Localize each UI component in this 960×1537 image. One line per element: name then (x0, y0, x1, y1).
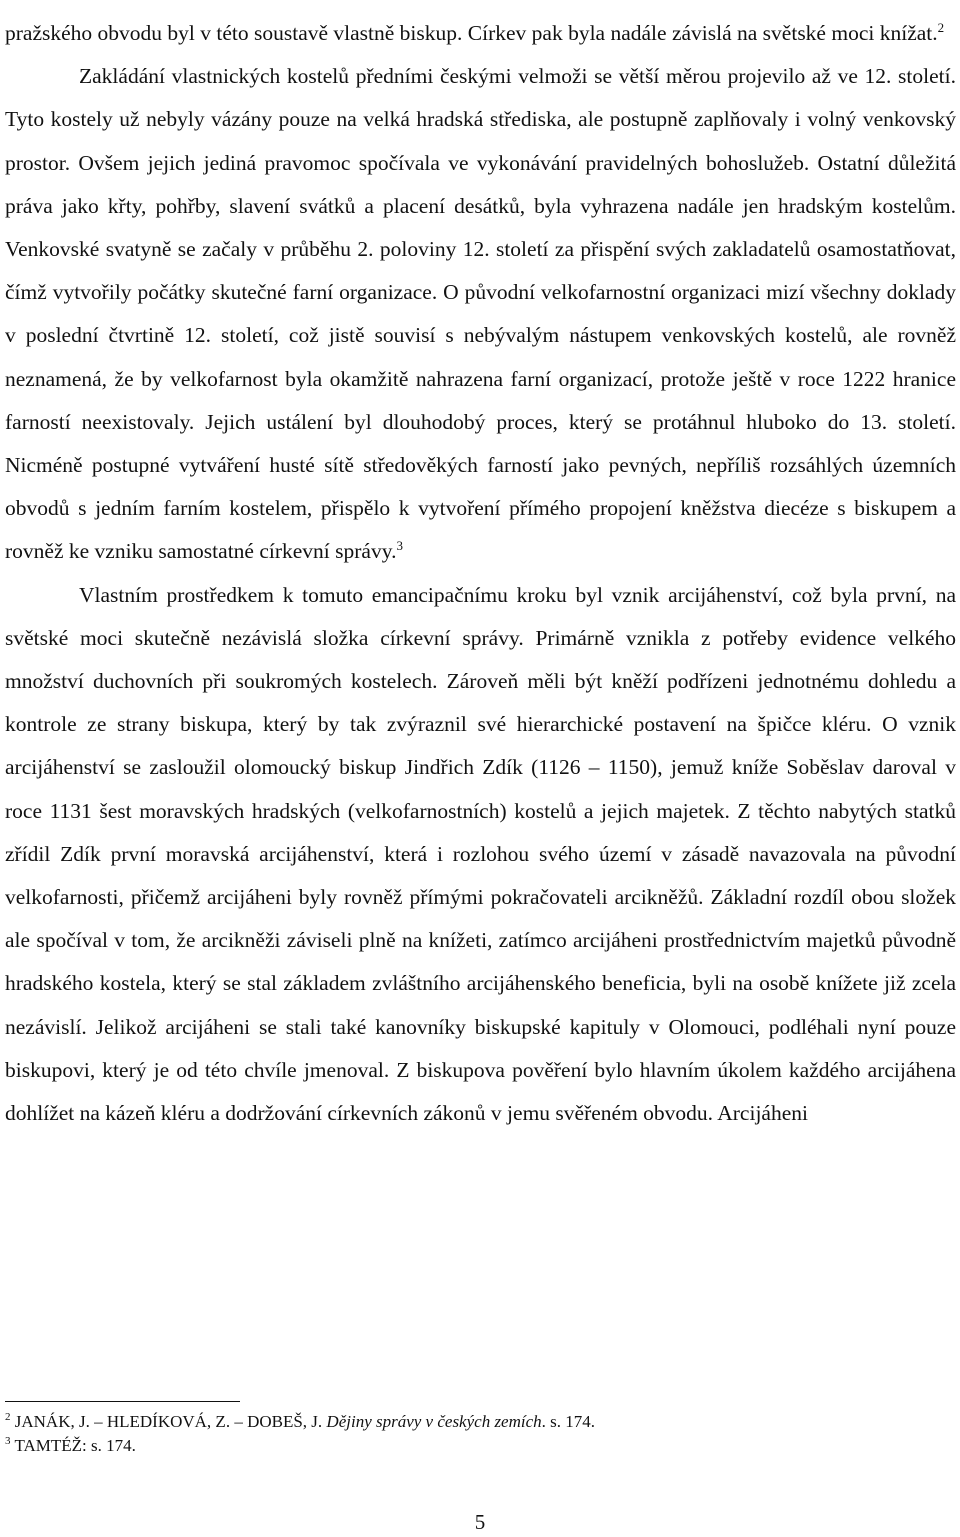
footnote-divider (5, 1401, 240, 1402)
footnote-number: 3 (5, 1435, 11, 1447)
footnote-ref-3[interactable]: 3 (396, 538, 403, 554)
footnote-title: Dějiny správy v českých zemích (326, 1412, 542, 1431)
paragraph-3-text: Vlastním prostředkem k tomuto emancipačnímu kroku byl vznik arcijáhenství, což byla první, na světské moci skutečně nezávislá složka církevní správy. Primárně vznikla z potřeby evidence velkého množství duchovních při soukromých kostelech. Zároveň měli být kněží podřízeni jednotnému dohledu a kontrole ze strany biskupa, který by tak zvýraznil své hierarchické postavení na špičce kléru. O vznik arcijáhenství se zasloužil olomoucký biskup Jindřich Zdík (1126 – 1150), jemuž kníže Soběslav daroval v roce 1131 šest moravských hradských (velkofarnostních) kostelů a jejich majetek. Z těchto nabytých statků zřídil Zdík první moravská arcijáhenství, která i rozlohou svého území v zásadě navazovala na původní velkofarnosti, přičemž arcijáheni byly rovněž přímými pokračovateli arcikněžů. Základní rozdíl obou složek ale spočíval v tom, že arcikněži záviseli plně na knížeti, zatímco arcijáheni prostřednictvím majetků původně hradského kostela, který se stal základem zvláštního arcijáhenského beneficia, byli na osobě knížete již zcela nezávislí. Jelikož arcijáheni se stali také kanovníky biskupské kapituly v Olomouci, podléhali nyní pouze biskupovi, který je od této chvíle jmenoval. Z biskupova pověření bylo hlavním úkolem každého arcijáhena dohlížet na kázeň kléru a dodržování církevních zákonů v jemu svěřeném obvodu. Arcijáheni (5, 582, 956, 1126)
paragraph-3 (5, 574, 956, 1136)
footnote-text: JANÁK, J. – HLEDÍKOVÁ, Z. – DOBEŠ, J. (14, 1412, 327, 1431)
paragraph-2-text: Zakládání vlastnických kostelů předními českými velmoži se větší měrou projevilo až ve 12. století. Tyto kostely už nebyly vázány pouze na velká hradská střediska, ale postupně zaplňovaly i volný venkovský prostor. Ovšem jejich jediná pravomoc spočívala ve vykonávání pravidelných bohoslužeb. Ostatní důležitá práva jako křty, pohřby, slavení svátků a placení desátků, byla vyhrazena nadále jen hradským kostelům. Venkovské svatyně se začaly v průběhu 2. poloviny 12. století za přispění svých zakladatelů osamostatňovat, čímž vytvořily počátky skutečné farní organizace. O původní velkofarnostní organizaci mizí všechny doklady v poslední čtvrtině 12. století, což jistě souvisí s nebývalým nástupem venkovských kostelů, ale rovněž neznamená, že by velkofarnost byla okamžitě nahrazena farní organizací, protože ještě v roce 1222 hranice farností neexistovaly. Jejich ustálení byl dlouhodobý proces, který se protáhnul hluboko do 13. století. Nicméně postupné vytváření husté sítě středověkých farností jako pevných, nepříliš rozsáhlých územních obvodů s jedním farním kostelem, přispělo k vytvoření přímého propojení kněžstva diecéze s biskupem a rovněž ke vzniku samostatné církevní správy. (5, 64, 956, 564)
paragraph-2 (5, 55, 956, 573)
footnote-number: 2 (5, 1411, 11, 1423)
body-text (5, 12, 956, 1135)
footnote-2 (5, 1410, 945, 1434)
paragraph-1-text: pražského obvodu byl v této soustavě vlastně biskup. Církev pak byla nadále závislá na světské moci knížat. (5, 21, 938, 45)
footnote-3 (5, 1434, 945, 1458)
paragraph-1 (5, 12, 956, 55)
footnotes (5, 1410, 945, 1458)
footnote-text: TAMTÉŽ: s. 174. (14, 1436, 136, 1455)
page-number: 5 (474, 1510, 486, 1534)
footnote-ref-2[interactable]: 2 (937, 20, 945, 35)
footnote-text-after: . s. 174. (541, 1412, 596, 1431)
